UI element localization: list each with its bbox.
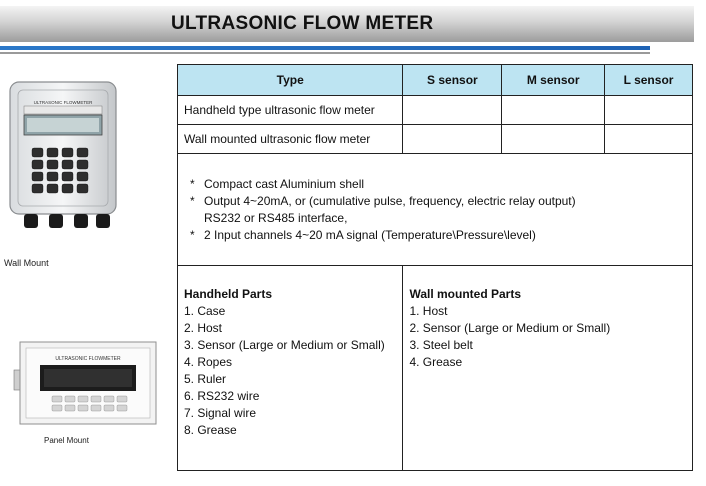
bullet-star: * bbox=[190, 176, 195, 191]
cable-glands bbox=[24, 214, 110, 228]
panel-mount-device-image bbox=[12, 340, 158, 428]
list-item: 2. Sensor (Large or Medium or Small) bbox=[409, 321, 611, 335]
row-label-handheld: Handheld type ultrasonic flow meter bbox=[178, 96, 403, 125]
row-label-wall-mounted: Wall mounted ultrasonic flow meter bbox=[178, 125, 403, 154]
wall-parts-heading: Wall mounted Parts bbox=[409, 287, 522, 301]
feature-item: * Compact cast Aluminium shell bbox=[190, 176, 365, 191]
title-underline-grey bbox=[0, 52, 650, 54]
bullet-star: * bbox=[190, 193, 195, 208]
table-header-row bbox=[178, 65, 693, 96]
table-row bbox=[178, 125, 693, 154]
header-type: Type bbox=[178, 65, 403, 96]
wall-parts-cell bbox=[403, 266, 693, 471]
header-s-sensor: S sensor bbox=[403, 65, 502, 96]
list-item: 5. Ruler bbox=[184, 372, 227, 386]
list-item: 1. Host bbox=[409, 304, 448, 318]
cell-empty bbox=[605, 125, 693, 154]
feature-item-continuation: RS232 or RS485 interface, bbox=[204, 210, 348, 225]
wall-mount-caption: Wall Mount bbox=[4, 258, 49, 268]
header-m-sensor: M sensor bbox=[502, 65, 605, 96]
list-item: 7. Signal wire bbox=[184, 406, 257, 420]
list-item: 3. Steel belt bbox=[409, 338, 473, 352]
cell-empty bbox=[403, 125, 502, 154]
list-item: 3. Sensor (Large or Medium or Small) bbox=[184, 338, 385, 352]
list-item: 1. Case bbox=[184, 304, 226, 318]
handheld-parts-cell bbox=[178, 266, 403, 471]
table-row bbox=[178, 96, 693, 125]
feature-item: * 2 Input channels 4~20 mA signal (Temperature\Pressure\level) bbox=[190, 227, 536, 242]
panel-mount-caption: Panel Mount bbox=[44, 436, 89, 445]
list-item: 6. RS232 wire bbox=[184, 389, 260, 403]
parts-row bbox=[178, 266, 693, 471]
cell-empty bbox=[502, 125, 605, 154]
list-item: 4. Ropes bbox=[184, 355, 233, 369]
header-l-sensor: L sensor bbox=[605, 65, 693, 96]
cell-empty bbox=[605, 96, 693, 125]
wall-device-screen-label: ULTRASONIC FLOWMETER bbox=[33, 100, 93, 105]
cell-empty bbox=[502, 96, 605, 125]
list-item: 8. Grease bbox=[184, 423, 237, 437]
list-item: 4. Grease bbox=[409, 355, 463, 369]
feature-item: * Output 4~20mA, or (cumulative pulse, frequency, electric relay output) bbox=[190, 193, 576, 208]
panel-device-screen-label: ULTRASONIC FLOWMETER bbox=[55, 356, 121, 362]
features-cell bbox=[178, 154, 693, 266]
features-row bbox=[178, 154, 693, 266]
handheld-parts-heading: Handheld Parts bbox=[184, 287, 273, 301]
cell-empty bbox=[403, 96, 502, 125]
spec-table bbox=[177, 64, 693, 471]
page-title: ULTRASONIC FLOW METER bbox=[171, 13, 434, 34]
list-item: 2. Host bbox=[184, 321, 223, 335]
title-underline-blue bbox=[0, 46, 650, 50]
bullet-star: * bbox=[190, 227, 195, 242]
wall-mount-device-image bbox=[6, 80, 120, 238]
